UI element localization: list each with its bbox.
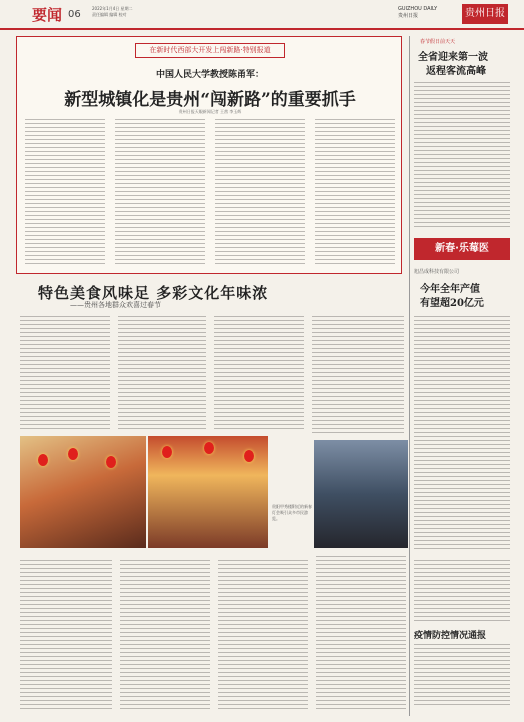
photo-night-city [314, 440, 408, 548]
photo-caption: 贵阳甲秀楼附近的新春灯会吸引众多市民游览。 [272, 504, 312, 521]
lantern-icon [204, 442, 214, 454]
feature-column-2 [115, 119, 205, 267]
food-column-1 [20, 316, 110, 432]
food-headline: 特色美食风味足 多彩文化年味浓 [38, 284, 269, 302]
food-column-2 [118, 316, 206, 432]
food-column-4 [312, 316, 404, 436]
lower-column-2 [120, 560, 210, 710]
issue-meta: 2022年1月4日 星期二 责任编辑 编辑 校对 [92, 6, 133, 17]
feature-kicker: 中国人民大学教授陈甬军： [155, 70, 264, 80]
column-divider [409, 36, 410, 716]
new-year-banner: 新春·乐莓医 [414, 238, 510, 260]
feature-article [16, 36, 402, 274]
lantern-icon [106, 456, 116, 468]
lower-column-3 [218, 560, 308, 710]
food-column-3 [214, 316, 304, 432]
company-body [414, 316, 510, 552]
paper-name: GUIZHOU DAILY 贵州日报 [398, 6, 438, 19]
epidemic-notice-body [414, 644, 510, 708]
feature-column-1 [25, 119, 105, 267]
special-report-banner: 在新时代西部大开发上闯新路·特别报道 [135, 43, 285, 58]
lower-column-1 [20, 560, 112, 710]
feature-byline: 贵州日报天眼新闻记者 王茜 李玉辉 [178, 109, 242, 114]
paper-logo: 贵州日报 [462, 4, 508, 24]
lantern-icon [244, 450, 254, 462]
side-lower-body [414, 560, 510, 622]
lantern-icon [38, 454, 48, 466]
side-top-body [414, 82, 510, 228]
feature-column-4 [315, 119, 395, 267]
lantern-icon [68, 448, 78, 460]
section-name: 要闻 [32, 6, 63, 24]
page-number: 06 [68, 9, 81, 20]
feature-headline: 新型城镇化是贵州“闯新路”的重要抓手 [64, 90, 356, 110]
side-tag: 春节假日前天天 [420, 39, 456, 45]
company-kicker: 旭昌成科技有限公司 [414, 269, 460, 275]
lantern-icon [162, 446, 172, 458]
feature-column-3 [215, 119, 305, 267]
food-subtitle: ——贵州各地群众欢喜过春节 [70, 301, 161, 309]
lower-column-4 [316, 556, 406, 710]
photo-crowd-lanterns [148, 436, 268, 548]
epidemic-notice-title: 疫情防控情况通报 [414, 631, 487, 641]
photo-festival-street [20, 436, 146, 548]
page-header [0, 0, 524, 30]
